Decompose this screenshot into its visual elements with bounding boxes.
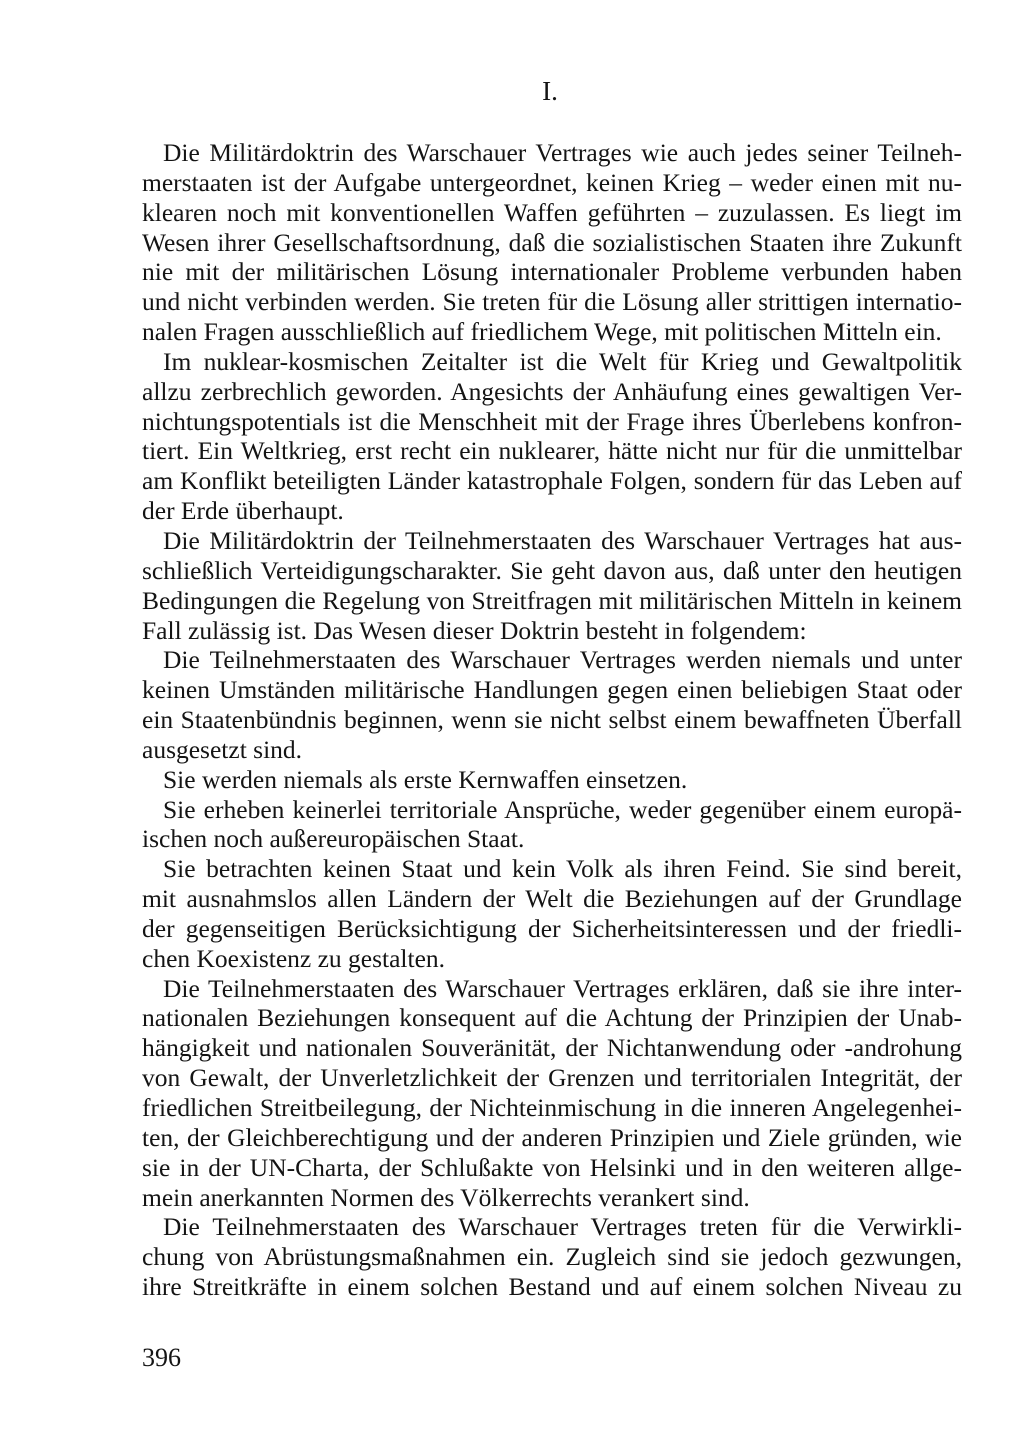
text-line: ihre Streitkräfte in einem solchen Bestand und auf einem solchen Niveau zu [142, 1272, 962, 1302]
text-line: Die Teilnehmerstaaten des Warschauer Vertrages treten für die Verwirkli- [163, 1212, 962, 1242]
body-text [142, 138, 962, 1302]
text-line: keinen Umständen militärische Handlungen gegen einen beliebigen Staat oder [142, 675, 962, 705]
text-line: Die Militärdoktrin des Warschauer Vertrages wie auch jedes seiner Teilneh- [163, 138, 962, 167]
text-line: Die Teilnehmerstaaten des Warschauer Vertrages erklären, daß sie ihre inter- [163, 973, 962, 1003]
text-line: von Gewalt, der Unverletzlichkeit der Grenzen und territorialen Integrität, der [142, 1063, 962, 1093]
text-line: ten, der Gleichberechtigung und der anderen Prinzipien und Ziele gründen, wie [142, 1122, 962, 1152]
text-line: merstaaten ist der Aufgabe untergeordnet, keinen Krieg – weder einen mit nu- [142, 167, 962, 197]
page-number: 396 [142, 1343, 181, 1372]
text-line: ein Staatenbündnis beginnen, wenn sie nicht selbst einem bewaffneten Überfall [142, 705, 962, 735]
text-line: allzu zerbrechlich geworden. Angesichts der Anhäufung eines gewaltigen Ver- [142, 376, 962, 406]
text-line: mit ausnahmslos allen Ländern der Welt die Beziehungen auf der Grundlage [142, 884, 962, 914]
paragraph [142, 645, 962, 764]
text-line: sie in der UN-Charta, der Schlußakte von Helsinki und in den weiteren allge- [142, 1152, 962, 1182]
text-line: chen Koexistenz zu gestalten. [142, 943, 446, 973]
text-line: Bedingungen die Regelung von Streitfragen mit militärischen Mitteln in keinem [142, 585, 962, 615]
paragraph [142, 765, 962, 795]
text-line: Im nuklear-kosmischen Zeitalter ist die Welt für Krieg und Gewaltpolitik [163, 346, 962, 376]
text-line: nie mit der militärischen Lösung internationaler Probleme verbunden haben [142, 257, 962, 287]
text-line: Wesen ihrer Gesellschaftsordnung, daß die sozialistischen Staaten ihre Zukunft [142, 227, 962, 257]
paragraph [142, 795, 962, 855]
text-line: Sie erheben keinerlei territoriale Ansprüche, weder gegenüber einem europä- [163, 794, 962, 824]
text-line: Sie werden niemals als erste Kernwaffen einsetzen. [163, 764, 688, 794]
text-line: chung von Abrüstungsmaßnahmen ein. Zugleich sind sie jedoch gezwungen, [142, 1242, 962, 1272]
paragraph [142, 1212, 962, 1302]
paragraph [142, 138, 962, 347]
text-line: Sie betrachten keinen Staat und kein Volk als ihren Feind. Sie sind bereit, [163, 854, 962, 884]
text-line: tiert. Ein Weltkrieg, erst recht ein nuklearer, hätte nicht nur für die unmittelbar [142, 436, 962, 466]
paragraph [142, 526, 962, 645]
text-line: Die Militärdoktrin der Teilnehmerstaaten des Warschauer Vertrages hat aus- [163, 525, 962, 555]
text-line: Fall zulässig ist. Das Wesen dieser Doktrin besteht in folgendem: [142, 615, 807, 645]
text-line: der Erde überhaupt. [142, 496, 344, 526]
section-heading: I. [542, 76, 558, 106]
text-line: mein anerkannten Normen des Völkerrechts verankert sind. [142, 1182, 750, 1212]
text-line: friedlichen Streitbeilegung, der Nichteinmischung in die inneren Angelegenhei- [142, 1093, 962, 1122]
text-line: ausgesetzt sind. [142, 734, 303, 764]
text-line: hängigkeit und nationalen Souveränität, der Nichtanwendung oder -androhung [142, 1033, 962, 1063]
text-line: am Konflikt beteiligten Länder katastrophale Folgen, sondern für das Leben auf [142, 466, 962, 496]
paragraph [142, 347, 962, 526]
text-line: und nicht verbinden werden. Sie treten für die Lösung aller strittigen internatio- [142, 287, 962, 317]
paragraph [142, 974, 962, 1213]
text-line: Die Teilnehmerstaaten des Warschauer Vertrages werden niemals und unter [163, 645, 962, 675]
text-line: klearen noch mit konventionellen Waffen geführten – zuzulassen. Es liegt im [142, 197, 962, 227]
paragraph [142, 854, 962, 973]
text-line: nationalen Beziehungen konsequent auf die Achtung der Prinzipien der Unab- [142, 1003, 962, 1033]
text-line: nichtungspotentials ist die Menschheit mit der Frage ihres Überlebens konfron- [142, 406, 962, 436]
text-line: schließlich Verteidigungscharakter. Sie geht davon aus, daß unter den heutigen [142, 555, 962, 585]
text-line: ischen noch außereuropäischen Staat. [142, 824, 525, 854]
text-line: der gegenseitigen Berücksichtigung der Sicherheitsinteressen und der friedli- [142, 913, 962, 943]
text-line: nalen Fragen ausschließlich auf friedlichem Wege, mit politischen Mitteln ein. [142, 317, 942, 347]
